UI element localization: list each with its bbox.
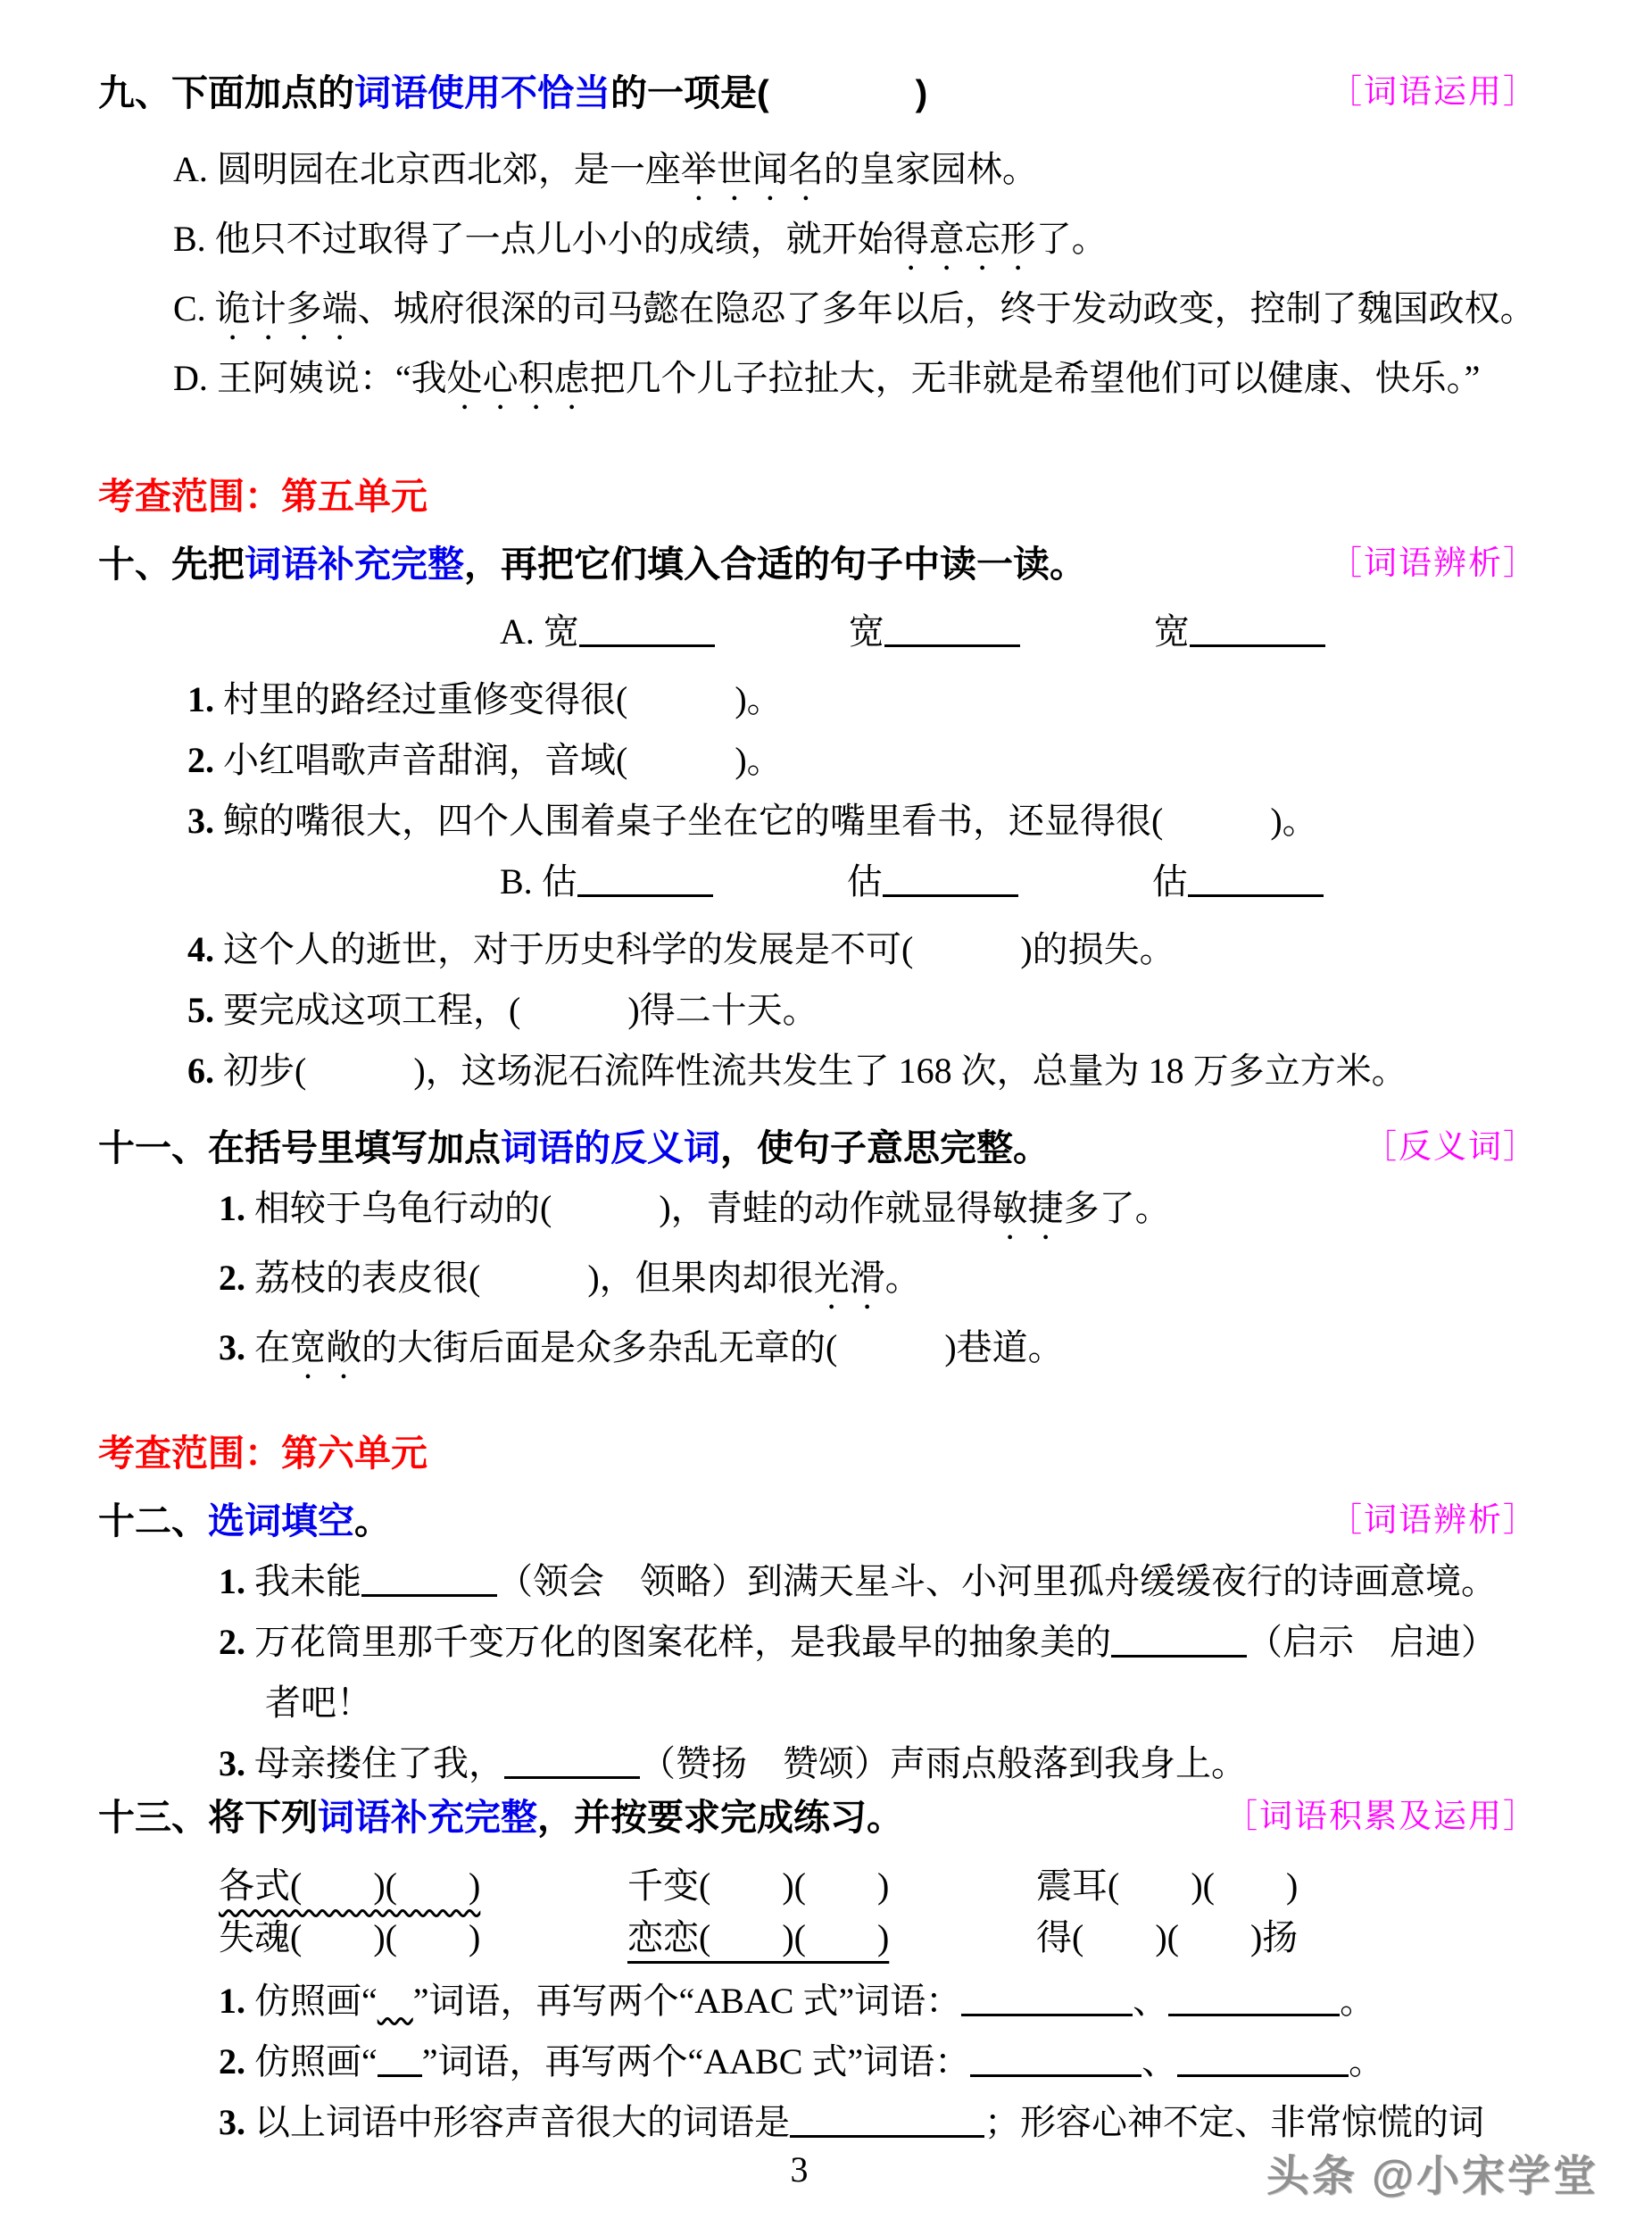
- q10-title-post: ，再把它们填入合适的句子中读一读。: [464, 544, 1086, 585]
- option-text: 的皇家园林。: [823, 149, 1038, 189]
- q13-title-pre: 十三、将下列: [98, 1797, 318, 1838]
- item-text: 以上词语中形容声音很大的词语是: [245, 2102, 790, 2142]
- fill-blank: [579, 615, 715, 647]
- item-text: 仿照画“: [245, 1981, 378, 2021]
- item-text: ”词语，再写两个“ABAC 式”词语：: [412, 1981, 962, 2021]
- item-text: 万花筒里那千变万化的图案花样，是我最早的抽象美的: [245, 1622, 1111, 1662]
- item-text: 鲸的嘴很大，四个人围着桌子坐在它的嘴里看书，还显得很( )。: [214, 801, 1318, 841]
- q12-item-3: [219, 1733, 1598, 1794]
- question-13-title: [98, 1794, 903, 1841]
- q9-title-emphasis: 词语使用不恰当: [354, 72, 610, 113]
- fill-blank: [504, 1747, 640, 1779]
- q13-exercise-1: [219, 1971, 1598, 2032]
- item-text: 要完成这项工程，( )得二十天。: [214, 990, 818, 1030]
- q11-topic-tag: ［反义词］: [1364, 1129, 1538, 1166]
- item-text: 。: [1340, 1981, 1376, 2021]
- option-text: B. 他只不过取得了一点儿小小的成绩，就开始: [173, 219, 893, 259]
- q12-title-pre: 十二、: [98, 1500, 208, 1541]
- q9-title-pre: 九、下面加点的: [98, 72, 354, 113]
- q9-option-c: [173, 278, 1598, 348]
- small-line-blank: [378, 2045, 422, 2077]
- item-number: 1.: [187, 679, 214, 719]
- question-10-heading: [98, 541, 1598, 587]
- dotted-word: 举世闻名: [680, 149, 824, 189]
- q12-item-2-continuation: [219, 1673, 1598, 1733]
- item-number: 2.: [219, 2041, 245, 2082]
- item-text: 多了。: [1063, 1188, 1171, 1228]
- idiom-cell: 震耳( )( ): [1036, 1866, 1299, 1906]
- q11-item-1: [219, 1178, 1598, 1248]
- fill-blank: [1177, 2045, 1349, 2077]
- fill-blank: [970, 2045, 1141, 2077]
- item-text: 初步( )，这场泥石流阵性流共发生了 168 次，总量为 18 万多立方米。: [214, 1051, 1407, 1091]
- fill-group: [500, 861, 713, 902]
- item-number: 3.: [219, 1327, 245, 1367]
- group-char: 宽: [848, 611, 884, 652]
- fill-blank: [961, 1984, 1133, 2016]
- item-text: 村里的路经过重修变得很( )。: [214, 679, 783, 719]
- section-header-unit5: 考查范围：第五单元: [98, 476, 428, 517]
- fill-blank: [1168, 1984, 1340, 2016]
- idiom-cell: [627, 1912, 1036, 1964]
- watermark: 头条 @小宋学堂: [1266, 2153, 1598, 2200]
- item-text: 、: [1133, 1981, 1169, 2021]
- item-text: ”词语，再写两个“AABC 式”词语：: [421, 2041, 971, 2082]
- item-number: 3.: [187, 801, 214, 841]
- question-10-title: [98, 541, 1086, 587]
- item-text: （启示 启迪）: [1247, 1622, 1497, 1662]
- q10-item-5: [187, 980, 1598, 1041]
- group-char: 宽: [1153, 611, 1190, 652]
- item-text: 在: [245, 1327, 290, 1367]
- group-char: 估: [541, 861, 577, 902]
- fill-blank: [1111, 1625, 1247, 1658]
- item-text: 相较于乌龟行动的( )，青蛙的动作就显得: [245, 1188, 992, 1228]
- q12-item-1: [219, 1551, 1598, 1612]
- q11-title-pre: 十一、在括号里填写加点: [98, 1127, 501, 1168]
- option-text: D. 王阿姨说：“我: [173, 358, 447, 398]
- idiom-cell: 千变( )( ): [627, 1866, 890, 1906]
- item-number: 5.: [187, 990, 214, 1030]
- item-text: 荔枝的表皮很( )，但果肉却很: [245, 1258, 814, 1298]
- question-12-heading: [98, 1498, 1598, 1544]
- idiom-cell: 失魂( )( ): [219, 1917, 481, 1957]
- q12-title-emphasis: 选词填空: [208, 1500, 354, 1541]
- item-text: 、: [1141, 2041, 1178, 2082]
- question-12-title: [98, 1498, 391, 1544]
- idiom-cell: [219, 1860, 627, 1912]
- q13-exercise-2: [219, 2032, 1598, 2092]
- wavy-blank: [378, 1981, 413, 2021]
- q13-idiom-row-1: [219, 1860, 1598, 1912]
- idiom-underlined: 恋恋( )( ): [627, 1917, 890, 1957]
- fill-blank: [884, 615, 1020, 647]
- item-number: 1.: [219, 1981, 245, 2021]
- dotted-word: 得意忘形: [892, 219, 1036, 259]
- item-text: 的大街后面是众多杂乱无章的( )巷道。: [361, 1327, 1064, 1367]
- item-number: 1.: [219, 1561, 245, 1601]
- q13-idiom-row-2: [219, 1912, 1598, 1964]
- dotted-word: 光滑: [813, 1258, 885, 1298]
- q10-item-3: [187, 791, 1598, 852]
- idiom-wavy-underlined: 各式( )( ): [219, 1866, 481, 1906]
- option-text: 、城府很深的司马懿在隐忍了多年以后，终于发动政变，控制了魏国政权。: [357, 288, 1536, 328]
- fill-group: [1154, 611, 1325, 652]
- item-number: 2.: [187, 740, 214, 780]
- q12-title-post: 。: [354, 1500, 391, 1541]
- question-11-title: [98, 1125, 1050, 1171]
- q11-item-3: [219, 1317, 1598, 1387]
- q9-option-d: [173, 348, 1598, 418]
- item-text: （赞扬 赞颂）声雨点般落到我身上。: [640, 1743, 1247, 1783]
- q10-title-emphasis: 词语补充完整: [245, 544, 464, 585]
- fill-blank: [1190, 615, 1325, 647]
- q11-title-emphasis: 词语的反义词: [501, 1127, 720, 1168]
- fill-group: [847, 861, 1018, 902]
- q13-title-post: ，并按要求完成练习。: [537, 1797, 903, 1838]
- item-text: 者吧！: [265, 1683, 372, 1723]
- option-text: 了。: [1035, 219, 1108, 259]
- item-text: 我未能: [245, 1561, 361, 1601]
- q10-group-a-row: [500, 602, 1598, 662]
- q10-title-pre: 十、先把: [98, 544, 245, 585]
- group-char: 宽: [543, 611, 579, 652]
- question-11-heading: [98, 1125, 1598, 1171]
- option-text: 把几个儿子拉扯大，无非就是希望他们可以健康、快乐。”: [589, 358, 1481, 398]
- item-text: （领会 领略）到满天星斗、小河里孤舟缓缓夜行的诗画意境。: [497, 1561, 1497, 1601]
- fill-blank: [1188, 865, 1324, 897]
- dotted-word: 处心积虑: [446, 358, 590, 398]
- q10-item-6: [187, 1041, 1598, 1101]
- item-number: 2.: [219, 1258, 245, 1298]
- q11-item-2: [219, 1248, 1598, 1317]
- item-number: 2.: [219, 1622, 245, 1662]
- section-header-unit6: 考查范围：第六单元: [98, 1433, 428, 1474]
- fill-blank: [790, 2106, 984, 2138]
- q10-item-2: [187, 730, 1598, 791]
- q10-item-1: [187, 669, 1598, 730]
- fill-group: [500, 611, 715, 652]
- q9-title-post: 的一项是( ): [610, 72, 928, 113]
- dotted-word: 敏捷: [992, 1188, 1064, 1228]
- item-text: 母亲搂住了我，: [245, 1743, 504, 1783]
- group-label: B.: [500, 861, 542, 902]
- page-footer: [0, 2148, 1598, 2211]
- q10-topic-tag: ［词语辨析］: [1329, 545, 1538, 582]
- item-number: 1.: [219, 1188, 245, 1228]
- q13-title-emphasis: 词语补充完整: [318, 1797, 537, 1838]
- item-number: 3.: [219, 1743, 245, 1783]
- group-label: A.: [500, 611, 544, 652]
- item-text: 小红唱歌声音甜润，音域( )。: [214, 740, 783, 780]
- group-char: 估: [846, 861, 883, 902]
- item-text: 仿照画“: [245, 2041, 378, 2082]
- question-9-heading: [98, 70, 1598, 116]
- fill-blank: [883, 865, 1018, 897]
- item-text: 。: [884, 1258, 921, 1298]
- fill-group: [1152, 861, 1324, 902]
- group-char: 估: [1151, 861, 1188, 902]
- q12-item-2: [219, 1612, 1598, 1673]
- q9-topic-tag: ［词语运用］: [1329, 74, 1538, 111]
- idiom-cell: 得( )( )扬: [1036, 1917, 1299, 1957]
- question-9-title: [98, 70, 927, 116]
- option-text: A. 圆明园在北京西北郊，是一座: [173, 149, 681, 189]
- item-text: ；形容心神不定、非常惊慌的词: [984, 2102, 1484, 2142]
- q13-topic-tag: ［词语积累及运用］: [1224, 1799, 1538, 1835]
- dotted-word: 诡计多端: [214, 288, 358, 328]
- fill-blank: [577, 865, 713, 897]
- q10-item-4: [187, 919, 1598, 980]
- q9-option-a: [173, 139, 1598, 209]
- item-text: 这个人的逝世，对于历史科学的发展是不可( )的损失。: [214, 929, 1175, 969]
- item-number: 3.: [219, 2102, 245, 2142]
- q10-group-b-row: [500, 852, 1598, 912]
- item-number: 6.: [187, 1051, 214, 1091]
- page-number: 3: [790, 2149, 809, 2190]
- item-text: 。: [1349, 2041, 1385, 2082]
- option-text: C.: [173, 288, 215, 328]
- q9-option-b: [173, 209, 1598, 278]
- q11-title-post: ，使句子意思完整。: [720, 1127, 1050, 1168]
- fill-group: [849, 611, 1020, 652]
- dotted-word: 宽敞: [290, 1327, 361, 1367]
- fill-blank: [361, 1565, 497, 1597]
- question-13-heading: [98, 1794, 1598, 1841]
- q12-topic-tag: ［词语辨析］: [1329, 1502, 1538, 1539]
- item-number: 4.: [187, 929, 214, 969]
